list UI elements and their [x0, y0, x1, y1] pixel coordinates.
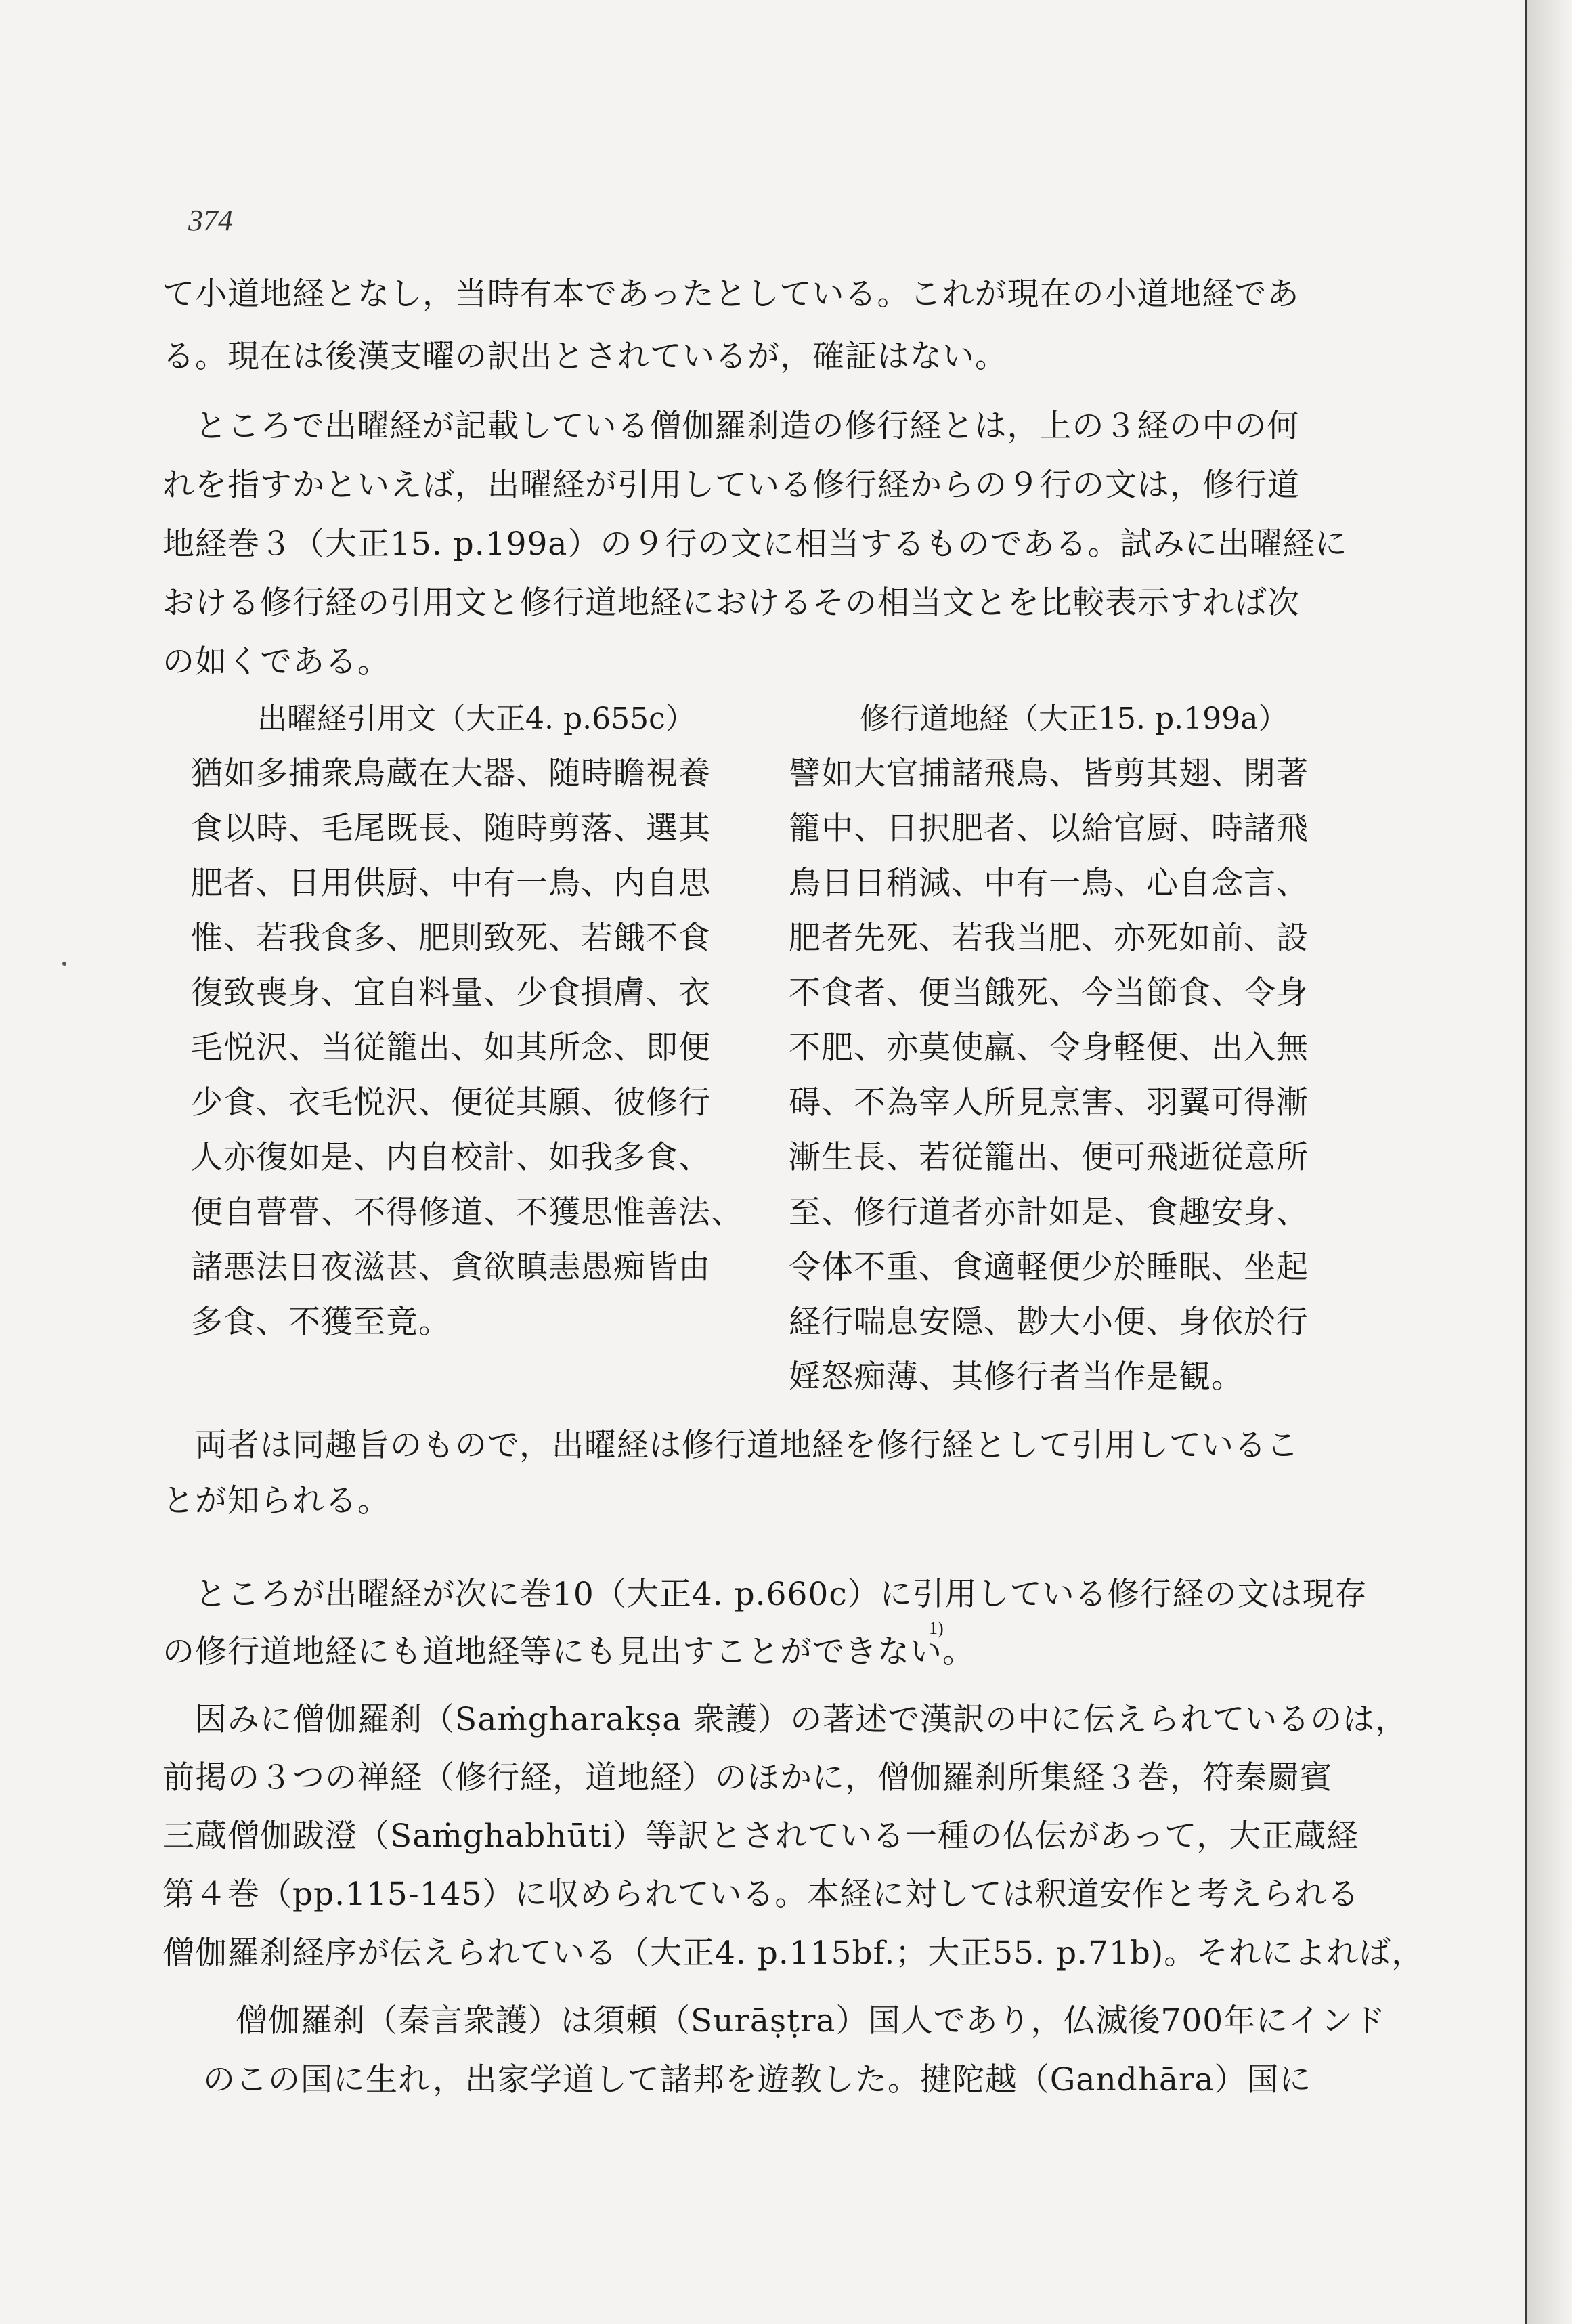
body-line: 三蔵僧伽跋澄（Saṁghabhūti）等訳とされている一種の仏伝があって，大正蔵経 — [162, 1817, 1359, 1855]
right-quote-line: 婬怒痴薄、其修行者当作是観。 — [789, 1358, 1244, 1396]
right-quote-line: 不肥、亦莫使羸、令身軽便、出入無 — [789, 1029, 1309, 1067]
body-line: 地経巻３（大正15. p.199a）の９行の文に相当するものである。試みに出曜経に — [162, 525, 1348, 563]
right-quote-line: 肥者先死、若我当肥、亦死如前、設 — [789, 920, 1309, 957]
left-column-heading: 出曜経引用文（大正4. p.655c） — [257, 702, 695, 736]
right-quote-line: 令体不重、食適軽便少於睡眠、坐起 — [789, 1249, 1309, 1286]
left-quote-line: 諸悪法日夜滋甚、貪欲瞋恚愚痴皆由 — [191, 1249, 711, 1286]
body-line: の如くである。 — [162, 643, 390, 681]
quote-line: 僧伽羅刹（秦言衆護）は須頼（Surāṣṭra）国人であり，仏滅後700年にインド — [203, 2002, 1387, 2040]
right-quote-line: 籠中、日択肥者、以給官厨、時諸飛 — [789, 810, 1309, 847]
left-quote-line: 復致喪身、宜自料量、少食損膚、衣 — [191, 974, 711, 1012]
page-edge-shade — [1527, 0, 1572, 2324]
body-line: 前掲の３つの禅経（修行経，道地経）のほかに，僧伽羅刹所集経３巻，符秦罽賓 — [162, 1759, 1332, 1796]
body-line: 第４巻（pp.115-145）に収められている。本経に対しては釈道安作と考えられる — [162, 1876, 1360, 1913]
left-quote-line: 便自瞢瞢、不得修道、不獲思惟善法、 — [191, 1194, 743, 1231]
right-quote-line: 不食者、便当餓死、今当節食、令身 — [789, 974, 1309, 1012]
left-quote-line: 食以時、毛尾既長、随時剪落、選其 — [191, 810, 711, 847]
ink-speck — [62, 962, 66, 966]
body-line: おける修行経の引用文と修行道地経におけるその相当文とを比較表示すれば次 — [162, 584, 1300, 622]
body-line: る。現在は後漢支曜の訳出とされているが，確証はない。 — [162, 338, 1007, 375]
quote-line: のこの国に生れ，出家学道して諸邦を遊教した。揵陀越（Gandhāra）国に — [203, 2061, 1312, 2099]
page-number: 374 — [188, 204, 233, 237]
body-line: 因みに僧伽羅刹（Saṁgharakṣa 衆護）の著述で漢訳の中に伝えられているのは， — [162, 1701, 1408, 1738]
body-line: れを指すかといえば，出曜経が引用している修行経からの９行の文は，修行道 — [162, 467, 1300, 504]
left-quote-line: 毛悦沢、当従籠出、如其所念、即便 — [191, 1029, 711, 1067]
body-line: ところが出曜経が次に巻10（大正4. p.660c）に引用している修行経の文は現存 — [162, 1576, 1368, 1613]
right-quote-line: 碍、不為宰人所見烹害、羽翼可得漸 — [789, 1084, 1309, 1121]
left-quote-line: 多食、不獲至竟。 — [191, 1304, 451, 1341]
left-quote-line: 猶如多捕衆鳥蔵在大器、随時瞻視養 — [191, 755, 711, 792]
body-line: 両者は同趣旨のもので，出曜経は修行道地経を修行経として引用しているこ — [162, 1427, 1300, 1464]
left-quote-line: 人亦復如是、内自校計、如我多食、 — [191, 1139, 711, 1176]
body-line: て小道地経となし，当時有本であったとしている。これが現在の小道地経であ — [162, 276, 1300, 313]
left-quote-line: 少食、衣毛悦沢、便従其願、彼修行 — [191, 1084, 711, 1121]
right-quote-line: 譬如大官捕諸飛鳥、皆剪其翅、閉著 — [789, 755, 1309, 792]
right-quote-line: 鳥日日稍減、中有一鳥、心自念言、 — [789, 865, 1309, 902]
body-line: の修行道地経にも道地経等にも見出すことができない。 — [162, 1633, 975, 1671]
left-quote-line: 惟、若我食多、肥則致死、若餓不食 — [191, 920, 711, 957]
right-quote-line: 漸生長、若従籠出、便可飛逝従意所 — [789, 1139, 1309, 1176]
body-line: とが知られる。 — [162, 1482, 390, 1520]
footnote-marker: 1) — [929, 1618, 944, 1638]
left-quote-line: 肥者、日用供厨、中有一鳥、内自思 — [191, 865, 711, 902]
right-column-heading: 修行道地経（大正15. p.199a） — [860, 702, 1288, 736]
body-line: 僧伽羅刹経序が伝えられている（大正4. p.115bf.；大正55. p.71b)。それによれば， — [162, 1935, 1424, 1972]
right-quote-line: 経行喘息安隠、尠大小便、身依於行 — [789, 1304, 1309, 1341]
body-line: ところで出曜経が記載している僧伽羅刹造の修行経とは，上の３経の中の何 — [162, 408, 1300, 445]
right-quote-line: 至、修行道者亦計如是、食趣安身、 — [789, 1194, 1309, 1231]
